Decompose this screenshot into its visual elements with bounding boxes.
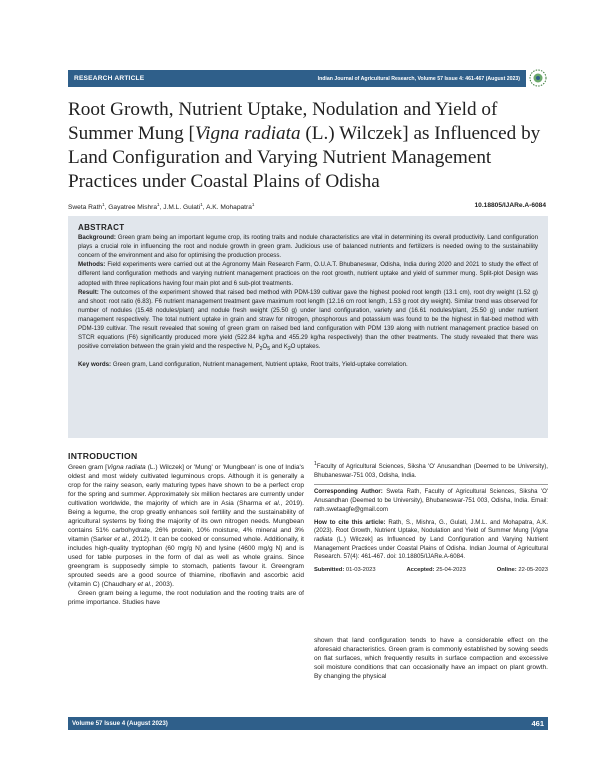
- author-list: Sweta Rath$^1$, Gayatree Mishra$^1$, J.M.L. Gulati$^1$, A.K. Mohapatra$^1$: [68, 202, 255, 212]
- article-info-sidebar: [314, 460, 548, 575]
- abstract-heading: ABSTRACT: [78, 223, 125, 232]
- introduction-heading: INTRODUCTION: [68, 451, 138, 461]
- footer-issue: Volume 57 Issue 4 (August 2023): [72, 720, 168, 727]
- abstract-keywords: Key words: Green gram, Land configuration, Nutrient management, Nutrient uptake, Root traits, Yield-uptake correlation.: [78, 360, 408, 368]
- intro-paragraph-1: Green gram [Vigna radiata (L.) Wilczek] or 'Mung' or 'Mungbean' is one of India's oldest and most widely cultivated leguminous crops. Although it is generally a crop for the rainy season, early maturing types have shown to be a perfect crop for the spring and summer. Approximately six million hectares are currently under cultivation worldwide, the majority of which are in Asia (Sharma et al., 2019). Being a legume, the crop greatly enhances soil fertility and the sustainability of agricultural systems by fixing the majority of its own nitrogen needs. Mungbean contains 51% carbohydrate, 26% protein, 10% moisture, 4% mineral and 3% vitamin (Sarker et al., 2012). It can be cooked or consumed whole. Additionally, it includes high-quality tryptophan (60 mg/g N) and lysine (4600 mg/g N) and is used for table purposes in the form of dal as well as whole grains. Since greengram is supposedly simple to stomach, patients favour it. Greengram sprouted seeds are a good source of thiamine, riboflavin and ascorbic acid (vitamin C) (Chaudhary et al., 2003).: [68, 464, 304, 588]
- abstract-background: Background: Green gram being an important legume crop, its rooting traits and nodule characteristics are vital in determining its overall productivity. Land configuration plays a crucial role in influencing the root and nodule growth in green gram. Judicious use of balanced nutrients and fertilizers is needed owing to the sustainability concern of the environment and also for optimising the production process.: [78, 234, 538, 260]
- citation: How to cite this article: Rath, S., Mishra, G., Gulati, J.M.L. and Mohapatra, A.K. (2023). Root Growth, Nutrient Uptake, Nodulation and Yield of Summer Mung [Vigna radiata (L.) Wilczek] as Influenced by Land Configuration and Varying Nutrient Management Practices under Coastal Plains of Odisha. Indian Journal of Agricultural Research. 57(4): 461-467. doi: 10.18805/IJARe.A-6084.: [314, 518, 548, 561]
- abstract-result: Result: The outcomes of the experiment showed that raised bed method with PDM-139 cultivar gave the highest pooled root length (13.1 cm), root dry weight (1.52 g) and shoot: root ratio (6.83). F6 nutrient management treatment gave maximum root length (12.16 cm root length, 1.53 g root dry weight). Similar trend was observed for number of nodules (15.48 nodules/plant) and nodule fresh weight (25.50 g) under land configuration, variety and (16.61 nodules/plant, 25.50 g) under nutrient management respectively. The total nutrient uptake in grain and straw for nitrogen, phosphorous and potassium was found to be the highest in flat-bed method with PDM-139 cultivar. The result revealed that sowing of green gram on raised bed land configuration with PDM 139 along with nutrient management practice based on STCR equations (F6) significantly produced more yield (522.84 kg/ha and 455.29 kg/ha respectively) than the other treatments. The study revealed that there was positive correlation between the grain yield and the respective N, $P_2O_5$ and $K_2O$ uptakes.: [78, 288, 538, 353]
- abstract-methods: Methods: Field experiments were carried out at the Agronomy Main Research Farm, O.U.A.T. Bhubaneswar, Odisha, India during 2020 and 2021 to study the effect of different land configuration methods and varying nutrient management practices on the root growth, nutrient uptake and yield of summer mung. Split-plot Design was adopted with three replications having four main plot and 6 sub-plot treatments.: [78, 261, 538, 287]
- article-title: Root Growth, Nutrient Uptake, Nodulation and Yield of Summer Mung [Vigna radiata (L.) Wilczek] as Influenced by Land Configuration and Varying Nutrient Management Practices under Coastal Plains of Odisha: [68, 99, 541, 192]
- journal-logo-icon: [528, 68, 548, 88]
- divider: [314, 484, 548, 485]
- article-header-bar: [68, 70, 526, 87]
- page-number: 461: [531, 719, 544, 728]
- section-label: RESEARCH ARTICLE: [74, 75, 145, 82]
- journal-info: Indian Journal of Agricultural Research, Volume 57 Issue 4: 461-467 (August 2023): [317, 75, 520, 82]
- intro-paragraph-2: Green gram being a legume, the root nodulation and the rooting traits are of prime importance. Studies have: [68, 590, 304, 606]
- body-text-right: shown that land configuration tends to have a considerable effect on the aforesaid characteristics. Green gram is commonly established by sowing seeds on flat surfaces, which frequently results in surface compaction and excessive soil moisture conditions that can occasionally have an impact on plant growth. By changing the physical: [314, 637, 548, 680]
- affiliation-note: $^1$Faculty of Agricultural Sciences, Siksha 'O' Anusandhan (Deemed to be University), Bhubaneswar-751 003, Odisha, India.: [314, 461, 548, 479]
- introduction-column: [68, 452, 304, 607]
- doi[interactable]: 10.18805/IJARe.A-6084: [474, 202, 546, 209]
- corresponding-author: Corresponding Author: Sweta Rath, Faculty of Agricultural Sciences, Siksha 'O' Anusandhan (Deemed to be University), Bhubaneswar-751 003, Odisha, India. Email: rath.swetaagfe@gmail.com: [314, 488, 549, 513]
- page-footer: [68, 717, 548, 730]
- abstract-box: [68, 216, 548, 438]
- article-dates: Submitted: 01-03-2023 Accepted: 25-04-2023 Online: 22-05-2023: [314, 567, 548, 574]
